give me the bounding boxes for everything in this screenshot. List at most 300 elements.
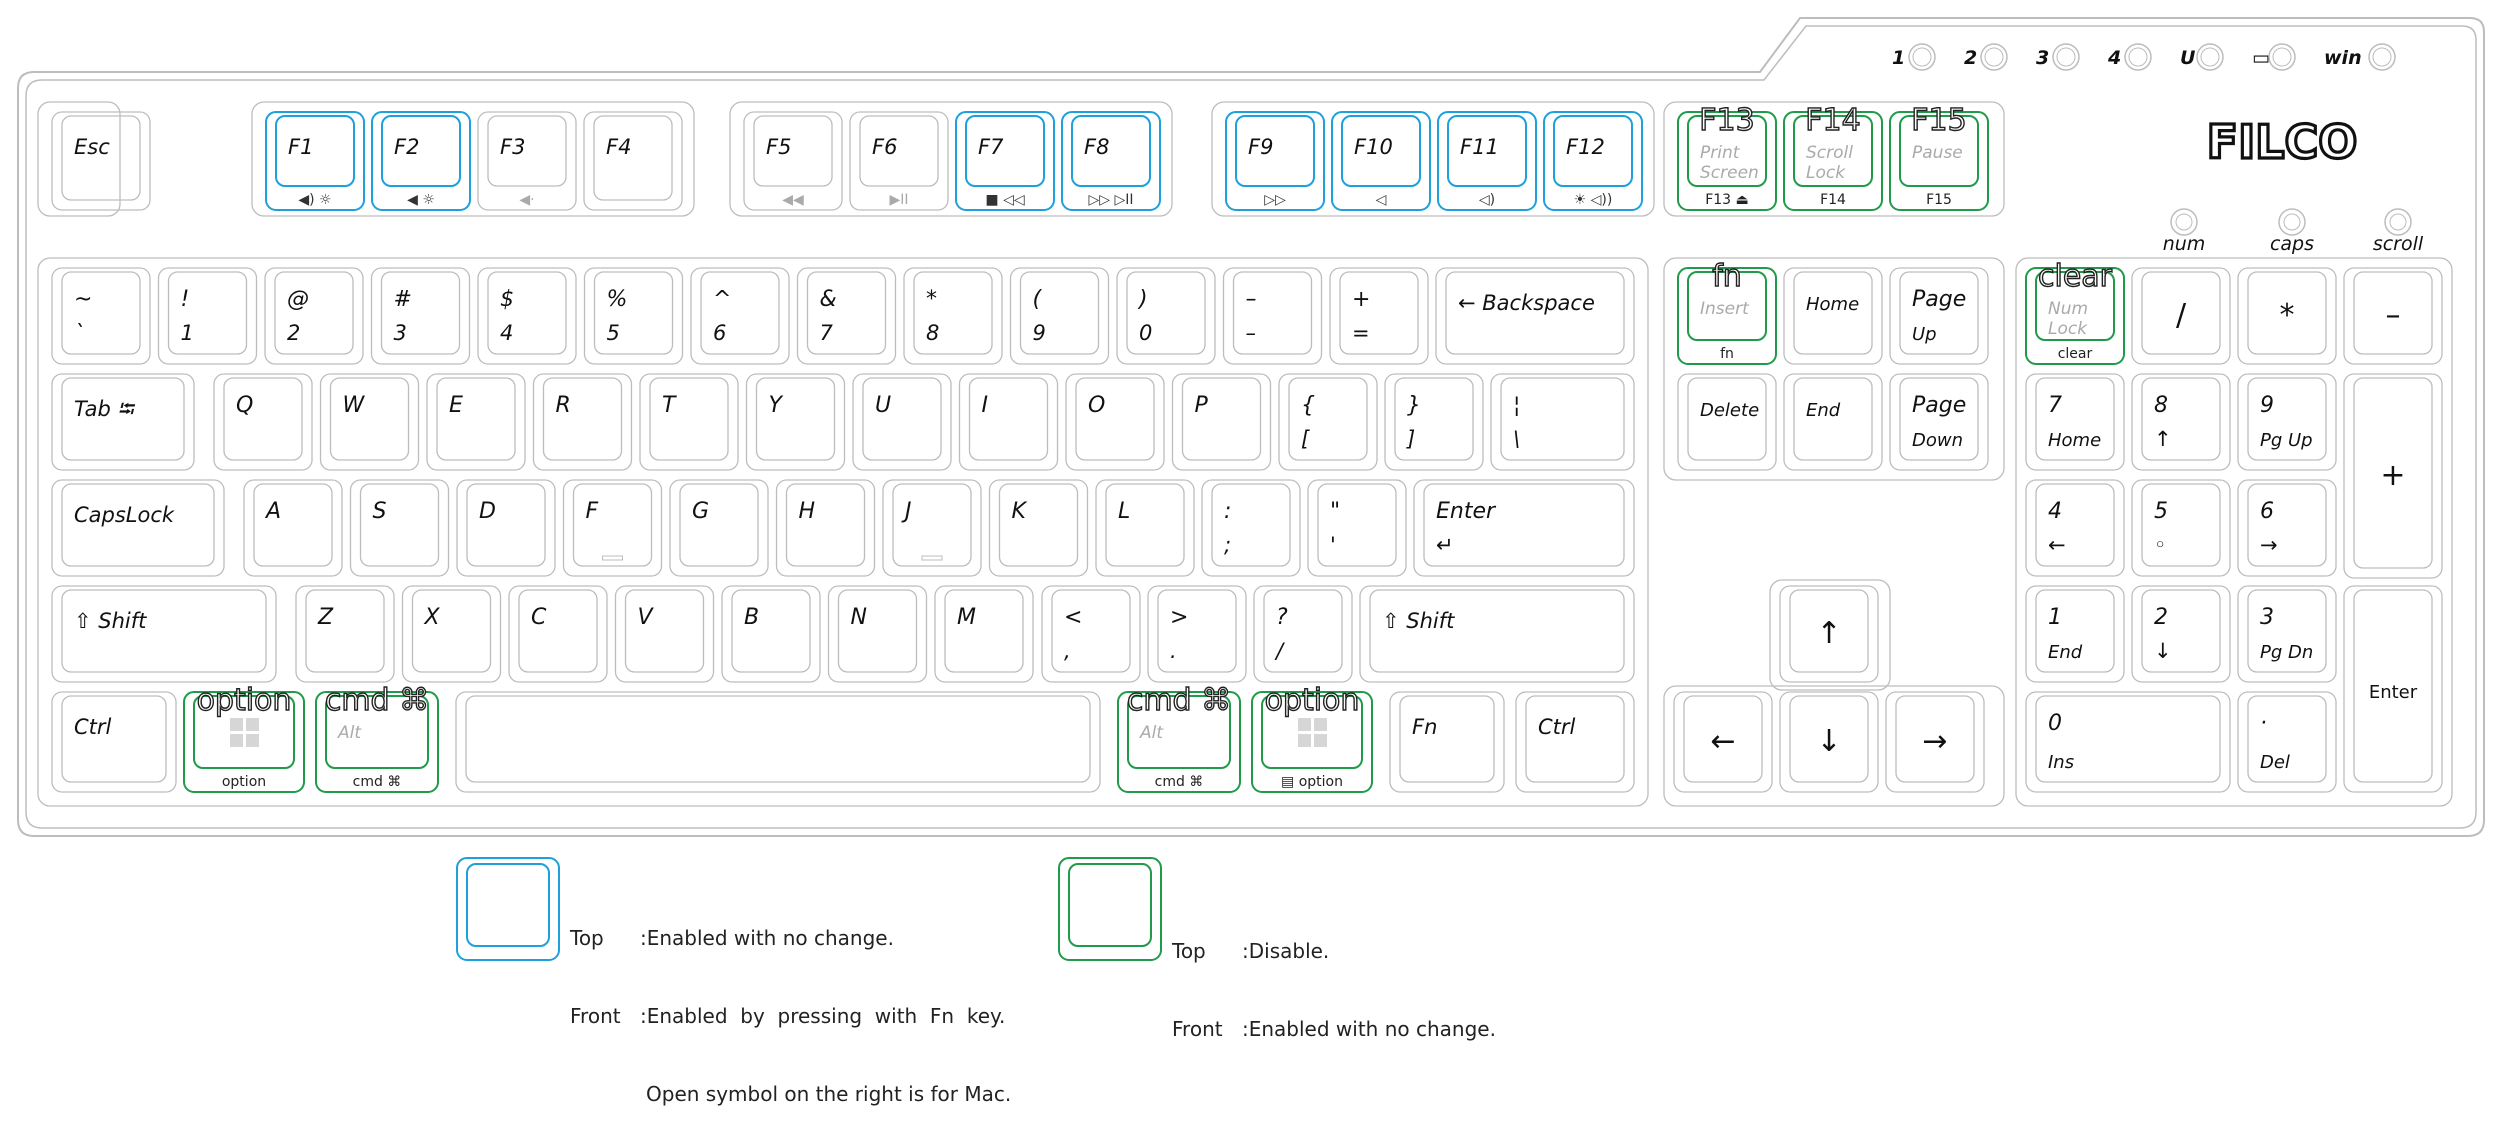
key-f11[interactable] [1438,112,1536,210]
key-front-label-right-alt: cmd ⌘ [1154,774,1204,790]
key-f8[interactable] [1062,112,1160,210]
key-outer [1784,374,1882,470]
key-cap [62,696,166,782]
key-outer [265,268,363,364]
key-cap [626,590,704,672]
key-outer [1173,374,1271,470]
key-shift-label-f: F [585,499,599,524]
key-outer [1414,480,1634,576]
legend-green-top: :Disable. [1242,939,1330,963]
key-cap [680,484,758,566]
key-cap [945,590,1023,672]
key-num-6[interactable] [2238,480,2336,576]
key-g[interactable] [670,480,768,576]
key-cap [224,378,302,460]
key-s[interactable] [351,480,449,576]
key-right-shift[interactable] [1360,586,1634,682]
key-k6[interactable] [691,268,789,364]
key-cap [650,378,728,460]
key-outer [403,586,501,682]
key-capslock[interactable] [52,480,224,576]
key-shift-label-m: M [957,605,976,630]
key-shift-label-b: B [744,605,760,630]
key-base-label-num-8: ↑ [2154,427,2172,451]
key-top-legend-scroll-lock: F14 [1805,103,1861,138]
key-k[interactable] [990,480,1088,576]
key-base-label-equal: = [1352,321,1370,345]
key-pause[interactable] [1890,103,1988,210]
lock-led-caps [2270,209,2314,255]
key-k8[interactable] [904,268,1002,364]
key-grey-label-left-alt: Alt [338,723,362,743]
key-tab[interactable] [52,374,194,470]
key-k7[interactable] [798,268,896,364]
key-cap [1424,484,1624,566]
key-shift-label-period: > [1170,605,1189,630]
key-outer [52,112,150,210]
windows-logo-icon [1314,734,1327,747]
indicator-led-inner-icon [2201,48,2219,66]
key-shift-label-n: N [850,605,867,630]
key-shift-label-o: O [1088,393,1106,418]
key-right-win[interactable] [1252,683,1372,792]
key-semicolon[interactable] [1202,480,1300,576]
legend-inner [1069,864,1151,946]
key-top-legend-insert: fn [1712,259,1742,294]
key-outer [1279,374,1377,470]
key-base-label-num-2: ↓ [2154,639,2172,663]
home-bump-icon [603,556,623,560]
key-num-1[interactable] [2026,586,2124,682]
key-outer [640,374,738,470]
key-outer [904,268,1002,364]
key-num-5[interactable] [2132,480,2230,576]
key-r[interactable] [534,374,632,470]
key-shift-label-k3: # [393,287,412,312]
key-f2[interactable] [372,112,470,210]
key-top-legend-right-win: option [1264,683,1360,718]
key-quote[interactable] [1308,480,1406,576]
key-m[interactable] [935,586,1033,682]
key-scroll-lock[interactable] [1784,103,1882,210]
key-label-num-divide: / [2175,298,2187,333]
key-outer [321,374,419,470]
indicator-1 [1964,44,2007,70]
indicator-2 [2036,44,2079,70]
key-outer [509,586,607,682]
key-b[interactable] [722,586,820,682]
key-outer [2238,586,2336,682]
key-label-f7: F7 [978,135,1004,159]
key-cap [466,696,1090,782]
key-shift-label-h: H [798,499,816,524]
key-shift-label-num-8: 8 [2154,393,2168,418]
key-outer [564,480,662,576]
key-num-7[interactable] [2026,374,2124,470]
key-base-label-k2: 2 [287,321,301,345]
led-icon [2385,209,2411,235]
key-page-down[interactable] [1890,374,1988,470]
key-cap [757,378,835,460]
key-top-legend-print-screen: F13 [1699,103,1755,138]
key-z[interactable] [296,586,394,682]
lock-led-label: caps [2269,233,2315,255]
key-num-decimal[interactable] [2238,692,2336,792]
key-arrow-left[interactable] [1674,692,1772,792]
key-base-label-minus: – [1245,321,1256,345]
key-shift-label-tilde: ~ [74,287,93,312]
key-front-label-f9: ▷▷ [1264,192,1286,208]
key-num-9[interactable] [2238,374,2336,470]
key-o[interactable] [1066,374,1164,470]
key-f[interactable] [564,480,662,576]
key-label-num-enter: Enter [2368,682,2418,703]
legend-green-swatch [1059,858,1161,960]
key-front-label-f5: ◀◀ [782,192,804,208]
key-shift-label-j: J [905,499,912,524]
key-lbracket[interactable] [1279,374,1377,470]
key-base-label-k9: 9 [1032,321,1046,345]
key-label-capslock: CapsLock [74,503,175,527]
legend-blue-front-2: Open symbol on the right is for Mac. [646,1082,1012,1106]
legend-green-text [1172,886,1496,1068]
key-shift-label-u: U [875,393,892,418]
key-outer [1390,692,1504,792]
key-arrow-down[interactable] [1780,692,1878,792]
legend-blue-text [570,873,1011,1133]
key-shift-label-l: L [1118,499,1131,524]
key-shift-label-y: Y [768,393,782,418]
led-inner-icon [2176,214,2192,230]
key-outer [1202,480,1300,576]
key-w[interactable] [321,374,419,470]
key-shift-label-g: G [692,499,710,524]
key-outer [935,586,1033,682]
key-minus[interactable] [1224,268,1322,364]
key-shift-label-num-1: 1 [2048,605,2062,630]
led-inner-icon [2390,214,2406,230]
key-k1[interactable] [159,268,257,364]
key-shift-label-k4: $ [500,287,514,312]
key-front-label-num-lock: clear [2057,346,2093,362]
key-print-screen[interactable] [1678,103,1776,210]
key-outer [534,374,632,470]
key-left-ctrl[interactable] [52,692,176,792]
key-num-4[interactable] [2026,480,2124,576]
key-base-label-k0: 0 [1139,321,1153,345]
key-esc[interactable] [52,112,150,210]
key-num-3[interactable] [2238,586,2336,682]
key-right-alt[interactable] [1118,683,1240,792]
key-shift-label-lbracket: { [1301,393,1315,418]
key-outer [1491,374,1634,470]
key-outer [1117,268,1215,364]
key-t[interactable] [640,374,738,470]
key-shift-label-slash: ? [1276,605,1288,630]
key-outer [2132,586,2230,682]
legend-blue-swatch [457,858,559,960]
key-slash[interactable] [1254,586,1352,682]
key-shift-label-k: K [1011,499,1026,524]
key-label-f6: F6 [872,135,898,159]
brand-logo: FILCO [2206,115,2358,169]
key-grey-label-right-alt: Alt [1140,723,1164,743]
key-k2[interactable] [265,268,363,364]
key-front-label-insert: fn [1720,346,1734,362]
led-icon [2279,209,2305,235]
key-cap [970,378,1048,460]
key-arrow-up[interactable] [1780,586,1878,682]
key-shift-label-quote: " [1330,499,1341,524]
windows-logo-icon [230,734,243,747]
indicator-3 [2107,44,2151,70]
key-shift-label-num-2: 2 [2154,605,2168,630]
key-delete[interactable] [1678,374,1776,470]
key-outer [1148,586,1246,682]
key-label-tab: Tab ⭾ [74,397,134,421]
key-outer [1330,268,1428,364]
key-num-multiply[interactable] [2238,268,2336,364]
key-right-ctrl[interactable] [1516,692,1634,792]
key-l[interactable] [1096,480,1194,576]
legend-blue-front: :Enabled by pressing with Fn key. [640,1004,1006,1028]
key-backslash[interactable] [1491,374,1634,470]
key-j[interactable] [883,480,981,576]
key-cap [331,378,409,460]
key-grey-label-num-lock: Num [2048,299,2089,319]
key-num-enter[interactable] [2344,586,2442,792]
key-arrow-right[interactable] [1886,692,1984,792]
key-shift-label-minus: – [1245,287,1257,312]
key-label-f5: F5 [766,135,792,159]
key-label-num-multiply: * [2279,298,2295,333]
key-end[interactable] [1784,374,1882,470]
indicator-led-inner-icon [1985,48,2003,66]
key-outer [52,374,194,470]
key-x[interactable] [403,586,501,682]
key-num-divide[interactable] [2132,268,2230,364]
key-shift-label-num-decimal: · [2260,711,2267,736]
key-num-8[interactable] [2132,374,2230,470]
key-backspace[interactable] [1436,268,1634,364]
key-label-end: End [1806,400,1841,421]
legend-blue-top-label: Top [570,926,604,950]
key-v[interactable] [616,586,714,682]
key-shift-label-z: Z [318,605,334,630]
key-f7[interactable] [956,112,1054,210]
key-cap [361,484,439,566]
key-comma[interactable] [1042,586,1140,682]
key-tilde[interactable] [52,268,150,364]
indicator-led-inner-icon [1913,48,1931,66]
key-base-label-tilde: ` [74,321,85,345]
key-f5[interactable] [744,112,842,210]
key-left-alt[interactable] [316,683,438,792]
key-f1[interactable] [266,112,364,210]
key-shift-label-x: X [424,605,440,630]
key-label-f12: F12 [1566,135,1605,159]
lock-led-label: num [2162,233,2206,255]
key-shift-label-r: R [555,393,571,418]
key-outer [960,374,1058,470]
key-f6[interactable] [850,112,948,210]
key-front-label-f7: ■ ◁◁ [985,192,1025,208]
key-shift-label-d: D [479,499,496,524]
key-outer [585,268,683,364]
key-a[interactable] [244,480,342,576]
key-home[interactable] [1784,268,1882,364]
indicator-label: 2 [1964,47,1978,69]
legend-green-top-label: Top [1172,939,1206,963]
key-grey-label-insert: Insert [1700,299,1749,319]
key-f9[interactable] [1226,112,1324,210]
legend-green-front-label: Front [1172,1017,1223,1041]
key-num-add[interactable] [2344,374,2442,578]
key-front-label-right-win: ▤ option [1281,774,1343,790]
key-i[interactable] [960,374,1058,470]
key-k3[interactable] [372,268,470,364]
key-shift-label-num-4: 4 [2048,499,2062,524]
key-label-left-ctrl: Ctrl [74,715,112,739]
key-f4[interactable] [584,112,682,210]
key-enter[interactable] [1414,480,1634,576]
key-insert[interactable] [1678,259,1776,364]
key-outer [427,374,525,470]
key-y[interactable] [747,374,845,470]
key-left-shift[interactable] [52,586,276,682]
indicator-label: 1 [1892,47,1906,69]
key-k4[interactable] [478,268,576,364]
key-shift-label-semicolon: : [1224,499,1232,524]
windows-logo-icon [1298,718,1311,731]
indicator-led-inner-icon [2273,48,2291,66]
key-fn[interactable] [1390,692,1504,792]
key-left-win[interactable] [184,683,304,792]
indicator-led-inner-icon [2373,48,2391,66]
key-top-legend-left-alt: cmd ⌘ [324,683,430,718]
key-equal[interactable] [1330,268,1428,364]
key-shift-label-k2: @ [287,287,309,312]
key-front-label-f11: ◁) [1478,192,1496,208]
key-outer [351,480,449,576]
key-base-label-num-7: Home [2048,430,2102,451]
key-base-label-lbracket: [ [1301,427,1310,451]
key-cap [863,378,941,460]
key-cap [254,484,332,566]
key-label-arrow-left: ← [1710,724,1736,759]
key-cap [1106,484,1184,566]
key-outer [1360,586,1634,682]
key-shift-label-rbracket: } [1407,393,1421,418]
key-front-label-scroll-lock: F14 [1820,192,1846,208]
key-k9[interactable] [1011,268,1109,364]
key-shift-label-k6: ^ [713,287,732,312]
key-outer [1096,480,1194,576]
key-e[interactable] [427,374,525,470]
key-front-label-f10: ◁ [1375,192,1387,208]
key-outer [2238,480,2336,576]
key-cap [544,378,622,460]
key-k5[interactable] [585,268,683,364]
key-outer [244,480,342,576]
key-shift-label-k1: ! [180,287,190,312]
windows-logo-icon [230,718,243,731]
key-outer [1042,586,1140,682]
key-shift-label-num-5: 5 [2154,499,2168,524]
key-page-up[interactable] [1890,268,1988,364]
key-f10[interactable] [1332,112,1430,210]
key-f3[interactable] [478,112,576,210]
key-label-left-shift: ⇧ Shift [74,609,147,633]
indicator-4 [2180,44,2223,70]
key-group-frame-0 [38,102,120,216]
key-shift-label-k7: & [819,287,837,312]
key-outer [798,268,896,364]
key-shift-label-i: I [981,393,988,418]
key-outer [1224,268,1322,364]
key-rbracket[interactable] [1385,374,1483,470]
key-base-label-k7: 7 [819,321,833,345]
key-top-legend-left-win: option [196,683,292,718]
key-u[interactable] [853,374,951,470]
key-f12[interactable] [1544,112,1642,210]
key-h[interactable] [777,480,875,576]
key-c[interactable] [509,586,607,682]
key-outer [670,480,768,576]
key-outer [52,692,176,792]
key-p[interactable] [1173,374,1271,470]
key-base-label-k4: 4 [500,321,514,345]
key-base-label-comma: , [1064,639,1071,663]
key-cap [732,590,810,672]
key-label-f3: F3 [500,135,526,159]
key-label-f1: F1 [288,135,314,159]
home-bump-icon [922,556,942,560]
key-front-label-f3: ◀· [519,192,535,208]
key-num-0[interactable] [2026,692,2230,792]
key-space[interactable] [456,692,1100,792]
key-outer [296,586,394,682]
key-q[interactable] [214,374,312,470]
key-period[interactable] [1148,586,1246,682]
lock-led-scroll [2373,209,2424,255]
key-shift-label-enter: Enter [1436,499,1496,524]
key-cap [413,590,491,672]
windows-logo-icon [246,734,259,747]
key-k0[interactable] [1117,268,1215,364]
key-shift-label-c: C [531,605,547,630]
key-cap [1526,696,1624,782]
key-num-2[interactable] [2132,586,2230,682]
key-base-label-page-up: Up [1912,324,1937,345]
key-outer [747,374,845,470]
key-shift-label-w: W [342,393,365,418]
key-outer [1385,374,1483,470]
key-n[interactable] [829,586,927,682]
indicator-led-inner-icon [2057,48,2075,66]
key-shift-label-t: T [662,393,676,418]
key-grey-label2-num-lock: Lock [2048,319,2088,339]
key-num-lock[interactable] [2026,259,2124,364]
key-top-legend-num-lock: clear [2037,259,2113,294]
key-num-subtract[interactable] [2344,268,2442,364]
key-d[interactable] [457,480,555,576]
key-base-label-k6: 6 [713,321,727,345]
key-shift-label-k0: ) [1139,287,1148,312]
key-outer [829,586,927,682]
key-label-num-subtract: – [2385,298,2401,333]
key-outer [52,480,224,576]
